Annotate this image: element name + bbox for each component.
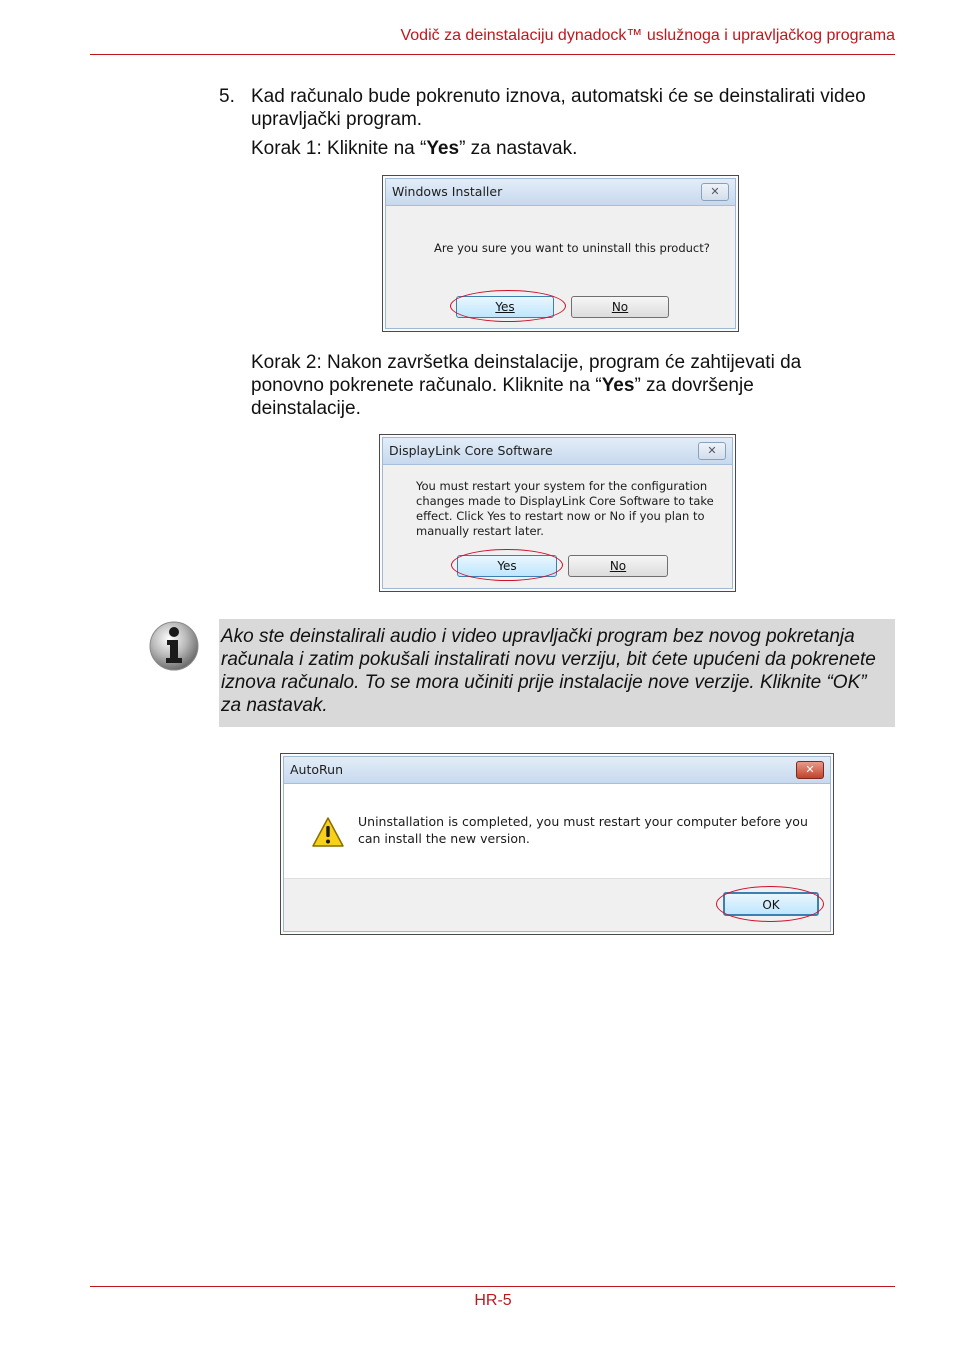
yes-button[interactable] xyxy=(457,555,557,577)
displaylink-dialog xyxy=(379,434,736,592)
note-text: Ako ste deinstalirali audio i video upravljački program bez novog pokretanja računala i zatim pokušali instalirati novu verziju, bit ćete upućeni da pokrenete iznova računalo. To se mora učiniti prije instalacije nove verzije. Kliknite “OK” za nastavak. xyxy=(221,626,876,716)
message-line: changes made to DisplayLink Core Software to take xyxy=(416,494,714,508)
autorun-dialog xyxy=(280,753,834,935)
dialog-content xyxy=(383,465,732,588)
dialog-frame xyxy=(382,437,733,589)
step2-prefix: Korak 2: Nakon završetka deinstalacije, program će zahtijevati da ponovno pokrenete računalo. Kliknite na “ xyxy=(251,352,802,396)
no-label: No xyxy=(609,559,627,573)
no-button[interactable] xyxy=(571,296,669,318)
dialog-titlebar xyxy=(386,179,735,206)
message-line: can install the new version. xyxy=(358,831,530,846)
dialog-message xyxy=(358,813,808,847)
close-icon[interactable]: ✕ xyxy=(701,183,729,201)
step2-bold: Yes xyxy=(601,375,635,396)
close-icon[interactable]: ✕ xyxy=(796,761,824,779)
dialog-footer xyxy=(284,878,830,931)
page-number: HR-5 xyxy=(474,1292,512,1309)
step1-instruction xyxy=(251,137,577,160)
info-icon xyxy=(148,620,200,672)
no-button[interactable] xyxy=(568,555,668,577)
dialog-frame xyxy=(385,178,736,329)
dialog-title: AutoRun xyxy=(290,762,343,777)
no-label: No xyxy=(611,300,629,314)
step2-suffix: ” za dovršenje deinstalacije. xyxy=(251,375,754,419)
yes-label: Yes xyxy=(495,300,515,314)
dialog-titlebar xyxy=(383,438,732,465)
dialog-title: Windows Installer xyxy=(392,184,503,199)
message-line: effect. Click Yes to restart now or No if you plan to xyxy=(416,509,705,523)
step-number: 5. xyxy=(219,86,235,107)
header-divider xyxy=(90,54,895,55)
dialog-content xyxy=(284,784,830,878)
dialog-titlebar xyxy=(284,757,830,784)
warning-icon xyxy=(311,816,345,848)
step2-instruction xyxy=(251,351,861,420)
message-line: You must restart your system for the configuration xyxy=(416,479,708,493)
dialog-message: Are you sure you want to uninstall this product? xyxy=(434,241,710,255)
step-text: Kad računalo bude pokrenuto iznova, automatski će se deinstalirati video upravljački program. xyxy=(251,86,866,130)
ok-button[interactable] xyxy=(723,892,819,916)
dialog-message xyxy=(416,479,714,539)
windows-installer-dialog xyxy=(382,175,739,332)
step1-bold: Yes xyxy=(426,138,460,159)
step1-prefix: Korak 1: Kliknite na “ xyxy=(251,138,427,159)
yes-label: Yes xyxy=(497,559,517,573)
footer-divider xyxy=(90,1286,895,1287)
dialog-content xyxy=(386,206,735,328)
ok-label: OK xyxy=(762,898,780,912)
message-line: Uninstallation is completed, you must restart your computer before you xyxy=(358,814,808,829)
close-icon[interactable]: ✕ xyxy=(698,442,726,460)
page-header-title: Vodič za deinstalaciju dynadock™ uslužnoga i upravljačkog programa xyxy=(400,27,895,44)
message-line: manually restart later. xyxy=(416,524,544,538)
dialog-frame xyxy=(283,756,831,932)
yes-button[interactable] xyxy=(456,296,554,318)
step1-suffix: ” za nastavak. xyxy=(459,138,578,159)
dialog-title: DisplayLink Core Software xyxy=(389,443,553,458)
